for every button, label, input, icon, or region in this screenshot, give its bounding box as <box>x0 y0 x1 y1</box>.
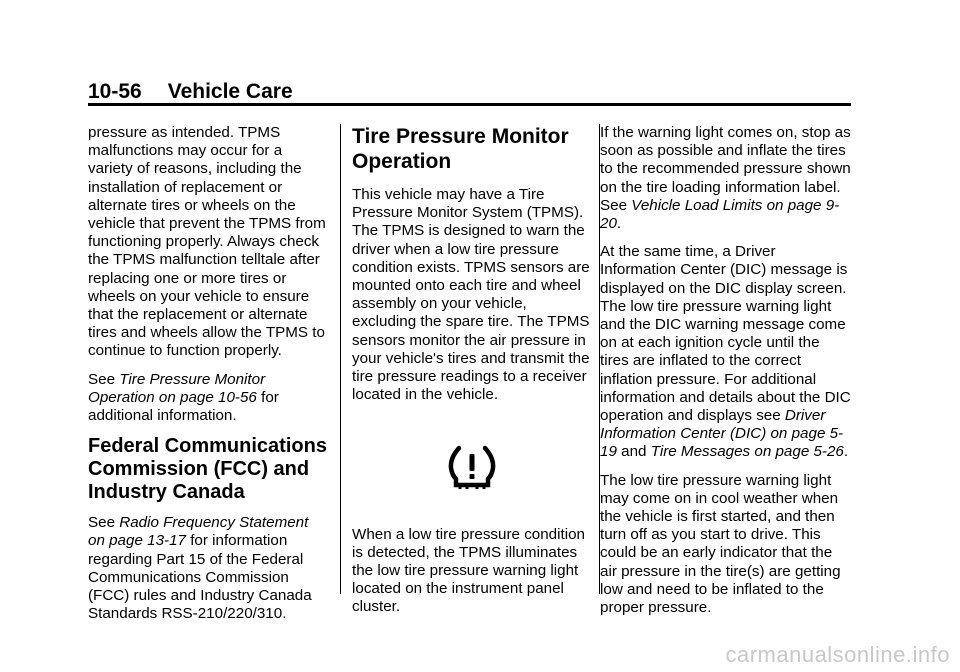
cross-reference-link[interactable]: Vehicle Load Limits on page 9-20 <box>600 196 840 233</box>
column-1 <box>88 124 328 633</box>
text: for additional information. <box>88 388 279 425</box>
column-2 <box>352 124 592 627</box>
page-number: 10-56 <box>88 80 142 103</box>
text: See <box>88 514 120 532</box>
icon-container <box>352 444 592 495</box>
cross-reference-link[interactable]: Driver Information Center (DIC) on page 5-19 <box>600 407 844 461</box>
paragraph <box>88 514 328 623</box>
text: At the same time, a Driver Information Center (DIC) message is displayed on the DIC display screen. The low tire pressure warning light and the DIC warning message come on at each ignition cycle until the tires are inflated to the correct inflation pressure. For additional information and details about the DIC operation and displays see <box>600 243 851 425</box>
section-heading: Tire Pressure Monitor Operation <box>352 125 569 173</box>
text: . <box>843 443 849 461</box>
header-rule <box>88 103 851 106</box>
text: and <box>616 443 651 461</box>
paragraph: The low tire pressure warning light may come on in cool weather when the vehicle is first started, and then turn off as you start to drive. This could be an early indicator that the air pressure in the tire(s) are getting low and need to be inflated to the proper pressure. <box>600 471 841 617</box>
paragraph <box>600 124 852 233</box>
paragraph: When a low tire pressure condition is detected, the TPMS illuminates the low tire pressure warning light located on the instrument panel cluster. <box>352 525 585 616</box>
paragraph <box>600 243 852 461</box>
column-divider-1 <box>340 124 341 594</box>
column-3 <box>600 124 852 627</box>
text: See <box>88 370 120 388</box>
section-title: Vehicle Care <box>167 80 293 103</box>
paragraph <box>88 371 328 426</box>
cross-reference-link[interactable]: Tire Messages on page 5-26 <box>650 443 844 461</box>
paragraph: This vehicle may have a Tire Pressure Monitor System (TPMS). The TPMS is designed to warn the driver when a low tire pressure condition exists. TPMS sensors are mounted onto each tire and wheel assembly on your vehicle, excluding the spare tire. The TPMS sensors monitor the air pressure in your vehicle's tires and transmit the tire pressure readings to a receiver located in the vehicle. <box>352 186 590 404</box>
text: If the warning light comes on, stop as soon as possible and inflate the tires to the recommended pressure shown on the tire loading information label. See <box>600 124 851 214</box>
cross-reference-link[interactable]: Radio Frequency Statement on page 13-17 <box>88 514 309 550</box>
heading-fcc: Federal Communications Commission (FCC) and Industry Canada <box>88 435 327 504</box>
page-header <box>88 80 293 104</box>
tire-pressure-warning-icon <box>446 444 498 490</box>
cross-reference-link[interactable]: Tire Pressure Monitor Operation on page 10-56 <box>88 370 266 406</box>
text: for information regarding Part 15 of the Federal Communications Commission (FCC) rules and Industry Canada Standards RSS-210/220/310. <box>88 532 312 623</box>
paragraph: pressure as intended. TPMS malfunctions may occur for a variety of reasons, including the installation of replacement or alternate tires or wheels on the vehicle that prevent the TPMS from functioning properly. Always check the TPMS malfunction telltale after replacing one or more tires or wheels on your vehicle to ensure that the replacement or alternate tires and wheels allow the TPMS to continue to function properly. <box>88 124 326 360</box>
text: . <box>616 215 622 233</box>
watermark: carmanualsonline.info <box>725 642 950 667</box>
